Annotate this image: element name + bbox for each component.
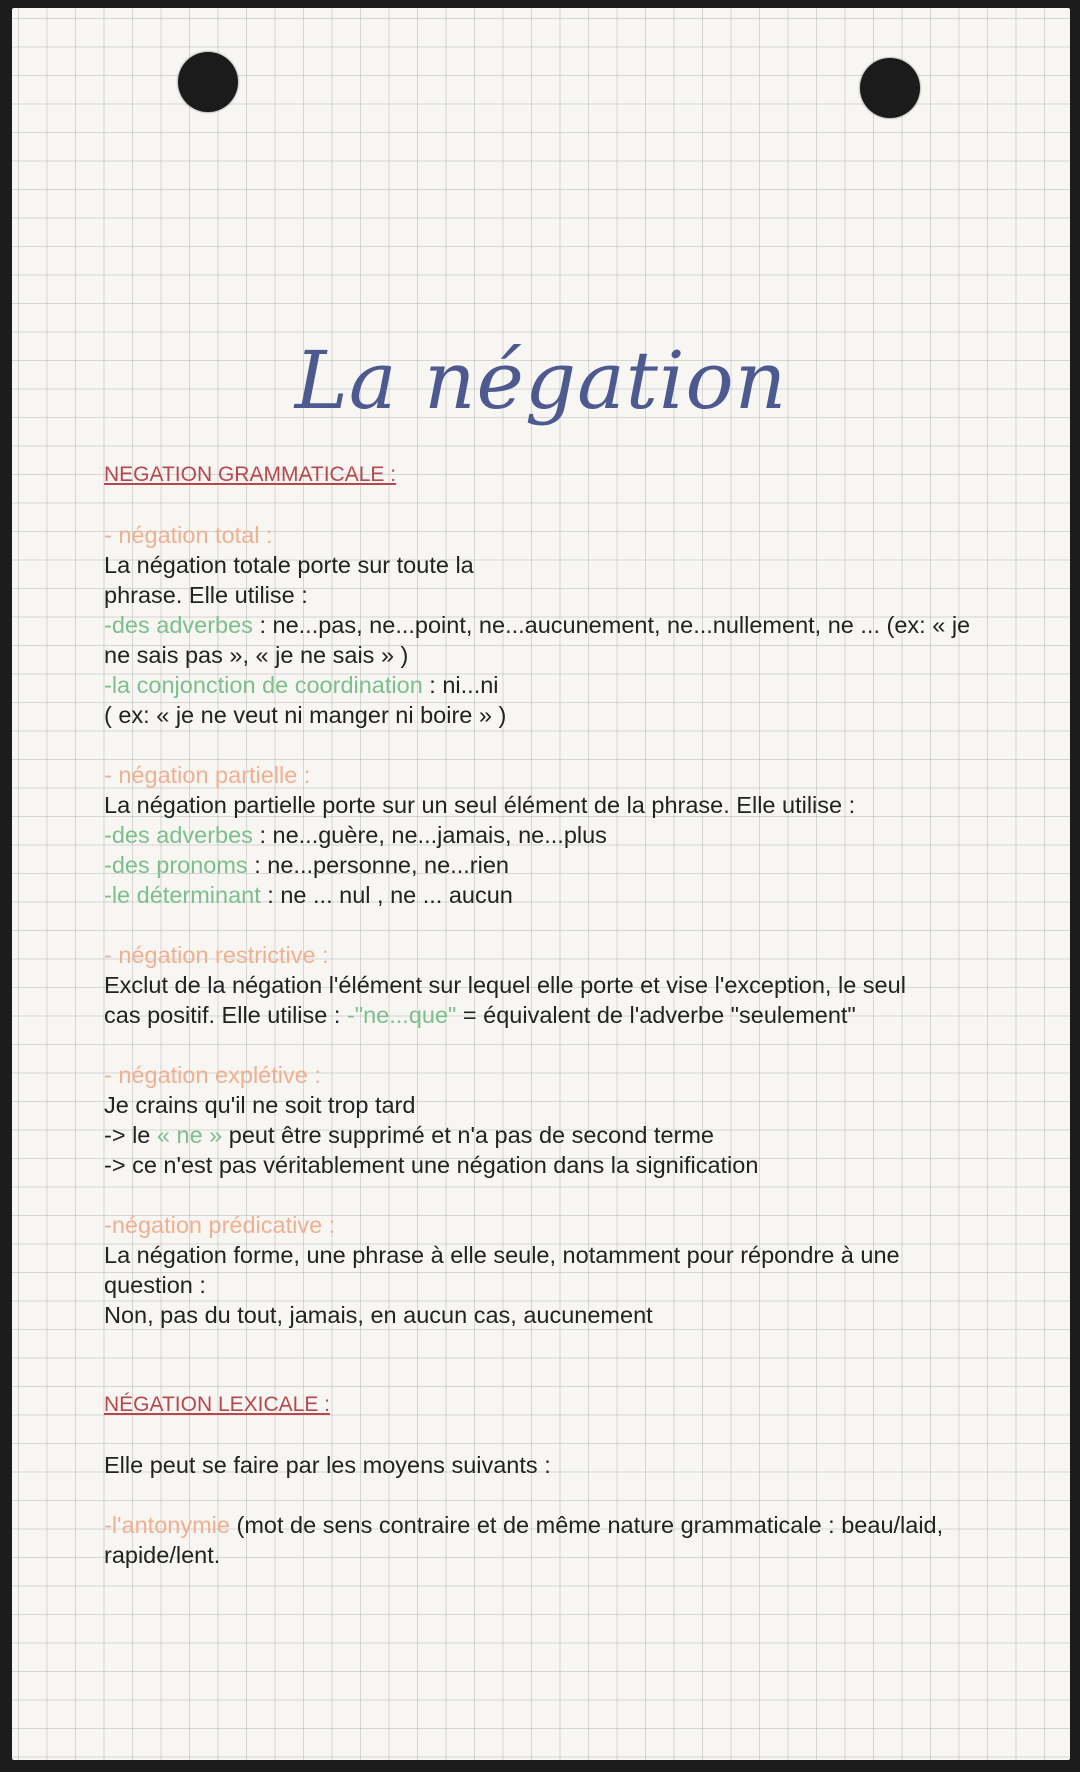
text-lexicale-intro: Elle peut se faire par les moyens suivants : — [104, 1452, 551, 1478]
label-partielle-adverbes: -des adverbes — [104, 822, 253, 848]
page-title: La négation — [294, 334, 788, 427]
flashcard — [12, 8, 1070, 1760]
text-expletive-2 — [104, 1120, 984, 1150]
text-pronoms: : ne...personne, ne...rien — [247, 852, 509, 878]
text-restrictive — [104, 970, 934, 1030]
section-predicative — [104, 1210, 984, 1330]
label-antonymie: -l'antonymie — [104, 1512, 230, 1538]
punch-hole-left — [178, 52, 238, 112]
text-expletive-2-pre: -> le — [104, 1122, 157, 1148]
text-determinant: : ne ... nul , ne ... aucun — [260, 882, 513, 908]
section-totale — [104, 520, 984, 730]
label-adverbes: -des adverbes — [104, 612, 253, 638]
text-antonymie — [104, 1510, 944, 1570]
label-restrictive: - négation restrictive : — [104, 942, 329, 968]
text-expletive-1: Je crains qu'il ne soit trop tard — [104, 1092, 416, 1118]
text-adverbes: : ne...pas, ne...point, ne...aucunement, ne...nullement, ne ... (ex: « je ne sais pas », « je ne sais » ) — [104, 612, 971, 668]
text-expletive-2-post: peut être supprimé et n'a pas de second terme — [222, 1122, 714, 1148]
punch-hole-right — [860, 58, 920, 118]
label-predicative: -négation prédicative : — [104, 1212, 336, 1238]
text-antonymie-body: (mot de sens contraire et de même nature grammaticale : beau/laid, rapide/lent. — [104, 1512, 944, 1568]
text-restrictive-1: Exclut de la négation l'élément sur lequel elle porte et vise l'exception, le seul cas positif. Elle utilise : — [104, 972, 906, 1028]
section-restrictive — [104, 940, 984, 1030]
text-predicative: La négation forme, une phrase à elle seule, notamment pour répondre à une question : — [104, 1242, 900, 1298]
heading-lexicale: NÉGATION LEXICALE : — [104, 1393, 331, 1416]
label-expletive: - négation explétive : — [104, 1062, 321, 1088]
line-totale-conjonction — [104, 670, 984, 700]
line-partielle-determinant — [104, 880, 984, 910]
highlight-ne: « ne » — [156, 1122, 223, 1148]
card-content — [104, 460, 984, 1600]
text-totale-intro: La négation totale porte sur toute la phrase. Elle utilise : — [104, 552, 474, 608]
label-totale: - négation total : — [104, 522, 273, 548]
text-predicative-examples: Non, pas du tout, jamais, en aucun cas, aucunement — [104, 1302, 653, 1328]
text-totale-example: ( ex: « je ne veut ni manger ni boire » ) — [104, 702, 507, 728]
label-conjonction: -la conjonction de coordination — [104, 672, 423, 698]
text-restrictive-2: = équivalent de l'adverbe "seulement" — [456, 1002, 856, 1028]
line-partielle-pronoms — [104, 850, 984, 880]
section-partielle — [104, 760, 984, 910]
section-lexicale — [104, 1450, 984, 1570]
label-determinant: -le déterminant — [104, 882, 261, 908]
line-partielle-adverbes — [104, 820, 984, 850]
line-totale-adverbes — [104, 610, 984, 670]
text-conjonction: : ni...ni — [422, 672, 499, 698]
text-expletive-3: -> ce n'est pas véritablement une négation dans la signification — [104, 1152, 759, 1178]
label-pronoms: -des pronoms — [104, 852, 248, 878]
text-partielle-intro: La négation partielle porte sur un seul élément de la phrase. Elle utilise : — [104, 792, 856, 818]
text-partielle-adverbes: : ne...guère, ne...jamais, ne...plus — [252, 822, 607, 848]
heading-grammaticale: NEGATION GRAMMATICALE : — [104, 463, 397, 486]
highlight-ne-que: -"ne...que" — [346, 1002, 457, 1028]
section-expletive — [104, 1060, 984, 1180]
label-partielle: - négation partielle : — [104, 762, 311, 788]
